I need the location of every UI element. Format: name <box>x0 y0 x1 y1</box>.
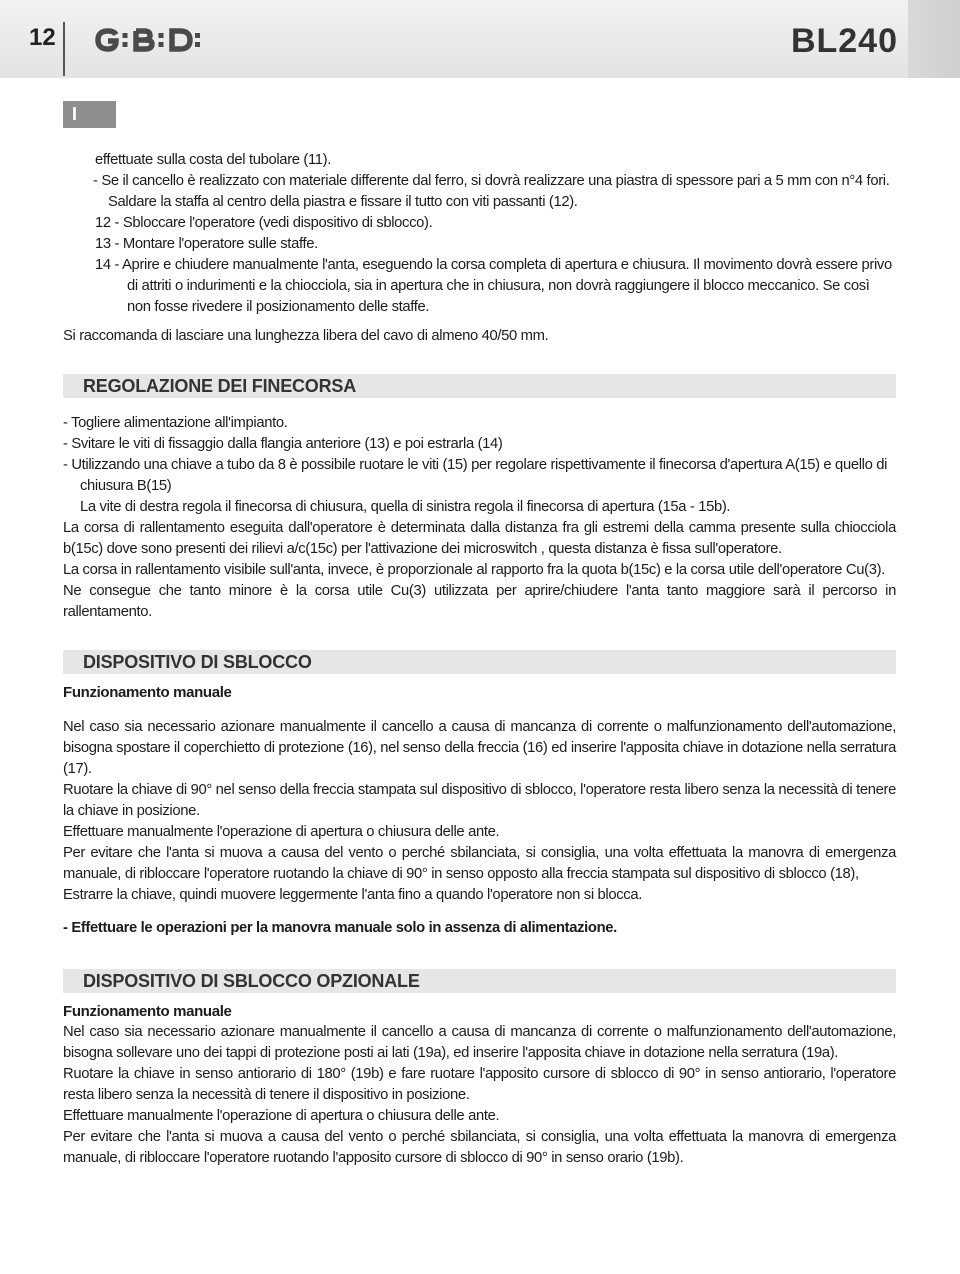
sblocco-para-3: Effettuare manualmente l'operazione di apertura o chiusura delle ante. <box>63 824 500 840</box>
regolazione-para-1: La corsa di rallentamento eseguita dall'operatore è determinata dalla distanza fra gli estremi della camma presente sulla chiocciola b(15c) dove sono presenti dei rilievi a/c(15c) per l'attivazione dei microswitch , questa distanza è fissa sull'operatore. <box>63 520 896 557</box>
regolazione-bullet-3-note: La vite di destra regola il finecorsa di chiusura, quella di sinistra regola il finecorsa di apertura (15a - 15b). <box>80 499 731 515</box>
gbd-logo <box>94 28 206 57</box>
section-sblocco-title: DISPOSITIVO DI SBLOCCO <box>63 650 896 674</box>
regolazione-para-2: La corsa in rallentamento visibile sull'anta, invece, è proporzionale al rapporto fra la quota b(15c) e la corsa utile dell'operatore Cu(3). <box>63 562 885 578</box>
sblocco-para-5: Estrarre la chiave, quindi muovere leggermente l'anta fino a quando l'operatore non si blocca. <box>63 887 642 903</box>
regolazione-para-3: Ne consegue che tanto minore è la corsa utile Cu(3) utilizzata per aprire/chiudere l'anta tanto maggiore sarà il percorso in rallentamento. <box>63 583 896 620</box>
sblocco-para-1: Nel caso sia necessario azionare manualmente il cancello a causa di mancanza di corrente o malfunzionamento dell'automazione, bisogna spostare il coperchietto di protezione (16), nel senso della freccia (16) ed inserire l'apposita chiave in dotazione nella serratura (17). <box>63 719 896 777</box>
model-name: BL240 <box>790 22 898 60</box>
sblocco-opzionale-para-1: Nel caso sia necessario azionare manualmente il cancello a causa di mancanza di corrente o malfunzionamento dell'automazione, bisogna sollevare uno dei tappi di protezione posti ai lati (19a), ed inserire l'apposita chiave in dotazione nella serratura (19a). <box>63 1024 896 1061</box>
page-number: 12 <box>29 24 56 51</box>
sblocco-subtitle: Funzionamento manuale <box>63 684 232 701</box>
sblocco-warning: - Effettuare le operazioni per la manovra manuale solo in assenza di alimentazione. <box>63 920 617 936</box>
sblocco-opzionale-para-2: Ruotare la chiave in senso antiorario di 180° (19b) e fare ruotare l'apposito cursore di sblocco di 90° in senso antiorario, l'operatore resta libero senza la necessità di tenere il dispositivo in posizione. <box>63 1066 896 1103</box>
page-header <box>0 0 960 78</box>
section-sblocco-opzionale-title: DISPOSITIVO DI SBLOCCO OPZIONALE <box>63 969 896 993</box>
document-body <box>63 150 896 1169</box>
sblocco-para-2: Ruotare la chiave di 90° nel senso della freccia stampata sul dispositivo di sblocco, l'operatore resta libero senza la necessità di tenere la chiave in posizione. <box>63 782 896 819</box>
intro-line: effettuate sulla costa del tubolare (11). <box>95 152 331 168</box>
language-tab: I <box>63 101 116 128</box>
step-13: 13 - Montare l'operatore sulle staffe. <box>95 236 318 252</box>
cable-note: Si raccomanda di lasciare una lunghezza libera del cavo di almeno 40/50 mm. <box>63 328 549 344</box>
regolazione-bullet-1: - Togliere alimentazione all'impianto. <box>63 415 288 431</box>
intro-bullet: - Se il cancello è realizzato con materiale differente dal ferro, si dovrà realizzare una piastra di spessore pari a 5 mm con n°4 fori. Saldare la staffa al centro della piastra e fissare il tutto con viti passanti (12). <box>93 173 890 210</box>
section-regolazione-title: REGOLAZIONE DEI FINECORSA <box>63 374 896 398</box>
sblocco-opzionale-para-3: Effettuare manualmente l'operazione di apertura o chiusura delle ante. <box>63 1108 500 1124</box>
sblocco-opzionale-subtitle: Funzionamento manuale <box>63 1003 232 1020</box>
sblocco-opzionale-para-4: Per evitare che l'anta si muova a causa del vento o perché sbilanciata, si consiglia, una volta effettuata la manovra di emergenza manuale, di ribloccare l'operatore ruotando l'apposito cursore di sblocco di 90° in senso orario (19b). <box>63 1129 896 1166</box>
step-14: 14 - Aprire e chiudere manualmente l'anta, eseguendo la corsa completa di apertura e chiusura. Il movimento dovrà essere privo di attriti o indurimenti e la chiocciola, sia in apertura che in chiusura, non dovrà raggiungere il blocco meccanico. Se così non fosse rivedere il posizionamento delle staffe. <box>95 257 892 315</box>
regolazione-bullet-3: - Utilizzando una chiave a tubo da 8 è possibile ruotare le viti (15) per regolare rispettivamente il finecorsa d'apertura A(15) e quello di chiusura B(15) <box>63 457 888 494</box>
regolazione-bullet-2: - Svitare le viti di fissaggio dalla flangia anteriore (13) e poi estrarla (14) <box>63 436 503 452</box>
step-12: 12 - Sbloccare l'operatore (vedi dispositivo di sblocco). <box>95 215 433 231</box>
header-side-stripe <box>908 0 960 78</box>
gbd-logo-graphic <box>94 28 206 52</box>
sblocco-para-4: Per evitare che l'anta si muova a causa del vento o perché sbilanciata, si consiglia, una volta effettuata la manovra di emergenza manuale, di ribloccare l'operatore ruotando la chiave di 90° in senso opposto alla freccia stampata sul dispositivo di sblocco (18), <box>63 845 896 882</box>
header-divider <box>63 22 65 76</box>
